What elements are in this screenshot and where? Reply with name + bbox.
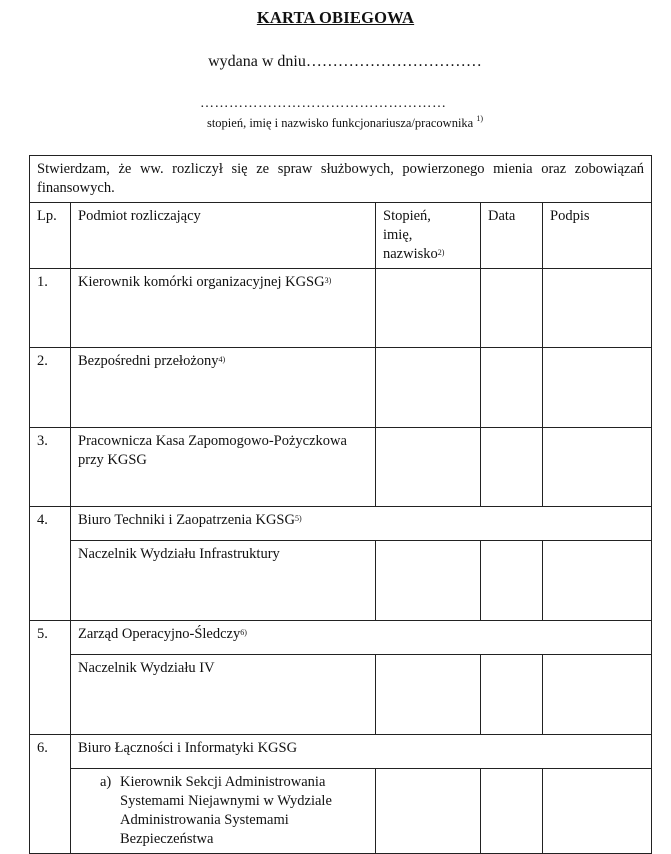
header-date: Data — [481, 203, 543, 269]
row-number: 1. — [30, 269, 71, 348]
row-entity-heading — [71, 621, 652, 655]
footnote-marker: 6) — [240, 628, 247, 637]
date-cell[interactable] — [481, 348, 543, 428]
footnote-marker: 2) — [437, 248, 445, 257]
header-lp: Lp. — [30, 203, 71, 269]
rank-name-cell[interactable] — [376, 541, 481, 621]
date-cell[interactable] — [481, 541, 543, 621]
header-rank-line2: imię, — [383, 227, 413, 243]
date-cell[interactable] — [481, 655, 543, 735]
document-title: KARTA OBIEGOWA — [256, 8, 415, 27]
row-number: 2. — [30, 348, 71, 428]
row-number: 4. — [30, 507, 71, 621]
row-number: 6. — [30, 735, 71, 854]
name-caption — [0, 116, 671, 131]
intro-row — [30, 156, 652, 203]
footnote-marker: 4) — [218, 355, 226, 364]
table-row — [30, 269, 652, 348]
name-fill-line: …………………………………………… — [200, 96, 447, 111]
issue-date-line: wydana w dniu…………………………… — [208, 53, 482, 70]
clearance-table — [29, 155, 652, 854]
sub-item-marker: a) — [100, 774, 112, 790]
header-signature: Podpis — [543, 203, 652, 269]
rank-name-cell[interactable] — [376, 428, 481, 507]
table-row — [30, 428, 652, 507]
row-entity-heading: Biuro Łączności i Informatyki KGSG — [71, 735, 652, 769]
signature-cell[interactable] — [543, 348, 652, 428]
row-entity: Pracownicza Kasa Zapomogowo-Pożyczkowa przy KGSG — [71, 428, 376, 507]
row-entity-text: Zarząd Operacyjno-Śledczy — [78, 626, 241, 642]
table-row — [30, 621, 652, 655]
row-entity-text: Bezpośredni przełożony — [78, 353, 219, 369]
table-row — [30, 507, 652, 541]
row-sub-entity: Naczelnik Wydziału Infrastruktury — [71, 541, 376, 621]
row-number: 5. — [30, 621, 71, 735]
header-rank-name — [376, 203, 481, 269]
rank-name-cell[interactable] — [376, 655, 481, 735]
signature-cell[interactable] — [543, 428, 652, 507]
intro-statement: Stwierdzam, że ww. rozliczył się ze spraw służbowych, powierzonego mienia oraz zobowiązań finansowych. — [30, 156, 652, 203]
footnote-marker: 3) — [324, 276, 332, 285]
row-entity-heading — [71, 507, 652, 541]
row-entity-text: Biuro Techniki i Zaopatrzenia KGSG — [78, 512, 295, 528]
table-row — [30, 735, 652, 769]
header-entity: Podmiot rozliczający — [71, 203, 376, 269]
sub-item-text: Kierownik Sekcji Administrowania Systemami Niejawnymi w Wydziale Administrowania Systemami Bezpieczeństwa — [120, 774, 332, 847]
row-number: 3. — [30, 428, 71, 507]
row-entity — [71, 348, 376, 428]
footnote-marker: 1) — [476, 114, 484, 123]
header-row — [30, 203, 652, 269]
table-subrow — [30, 655, 652, 735]
row-sub-entity — [71, 769, 376, 854]
date-cell[interactable] — [481, 769, 543, 854]
rank-name-cell[interactable] — [376, 348, 481, 428]
row-entity — [71, 269, 376, 348]
rank-name-cell[interactable] — [376, 769, 481, 854]
table-subrow — [30, 541, 652, 621]
table-row — [30, 348, 652, 428]
date-cell[interactable] — [481, 269, 543, 348]
footnote-marker: 5) — [294, 514, 302, 523]
signature-cell[interactable] — [543, 769, 652, 854]
header-rank-line3: nazwisko — [383, 246, 438, 262]
sub-item — [78, 773, 368, 849]
row-entity-text: Kierownik komórki organizacyjnej KGSG — [78, 274, 325, 290]
row-sub-entity: Naczelnik Wydziału IV — [71, 655, 376, 735]
header-rank-line1: Stopień, — [383, 208, 431, 224]
date-cell[interactable] — [481, 428, 543, 507]
signature-cell[interactable] — [543, 655, 652, 735]
rank-name-cell[interactable] — [376, 269, 481, 348]
signature-cell[interactable] — [543, 541, 652, 621]
signature-cell[interactable] — [543, 269, 652, 348]
table-subrow — [30, 769, 652, 854]
name-caption-text: stopień, imię i nazwisko funkcjonariusza/pracownika — [206, 116, 474, 130]
